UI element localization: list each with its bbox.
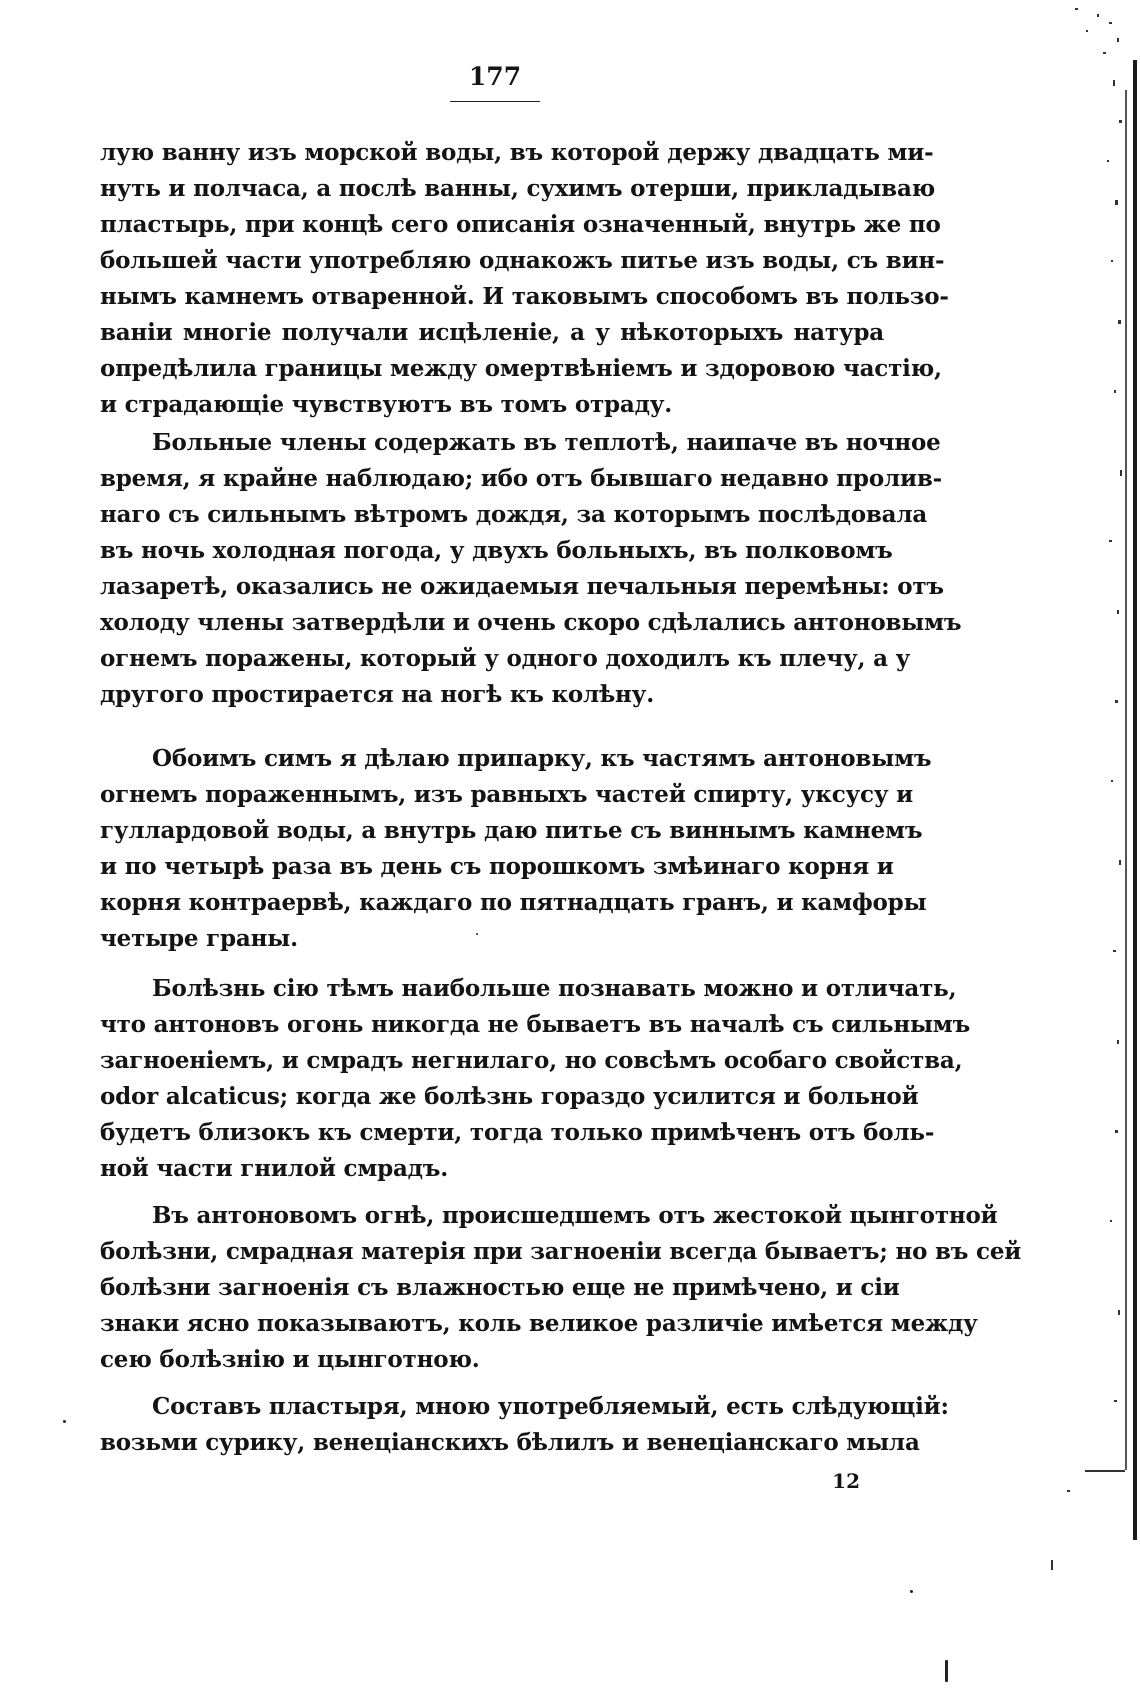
text-line-4: большей части употребляю однакожъ питье изъ воды, съ вин- [100,247,945,274]
text-line-32: знаки ясно показываютъ, коль великое различіе имѣется между [100,1310,978,1337]
text-line-3: пластырь, при концѣ сего описанія означенный, внутрь же по [100,211,941,238]
text-line-24: что антоновъ огонь никогда не бываетъ въ началѣ съ сильнымъ [100,1011,971,1038]
text-line-22: четыре граны. [100,925,298,952]
text-line-12: въ ночь холодная погода, у двухъ больныхъ, въ полковомъ [100,537,893,564]
text-line-8: и страдающіе чувствуютъ въ томъ отраду. [100,391,673,418]
text-line-10: время, я крайне наблюдаю; ибо отъ бывшаго недавно пролив- [100,465,942,492]
text-line-31: болѣзни загноенія съ влажностью еще не примѣчено, и сіи [100,1274,900,1301]
text-line-25: загноеніемъ, и смрадъ негнилаго, но совсѣмъ особаго свойства, [100,1047,963,1074]
margin-speck-2 [63,1420,66,1423]
text-line-6: ваніи многіе получали исцѣленіе, а у нѣкоторыхъ натура [100,319,884,346]
text-line-21: корня контраервѣ, каждаго по пятнадцать гранъ, и камфоры [100,889,927,916]
margin-speck-3 [945,1660,948,1682]
text-line-20: и по четырѣ раза въ день съ порошкомъ змѣинаго корня и [100,853,894,880]
text-line-15: огнемъ поражены, который у одного доходилъ къ плечу, а у [100,645,911,672]
text-line-13: лазаретѣ, оказались не ожидаемыя печальныя перемѣны: отъ [100,573,944,600]
text-line-2: нуть и полчаса, а послѣ ванны, сухимъ отерши, прикладываю [100,175,936,202]
text-line-33: сею болѣзнію и цынготною. [100,1346,480,1373]
text-line-19: гуллардовой воды, а внутрь даю питье съ виннымъ камнемъ [100,817,923,844]
text-line-29: Въ антоновомъ огнѣ, происшедшемъ отъ жестокой цынготной [152,1202,998,1229]
text-line-1: лую ванну изъ морской воды, въ которой держу двадцать ми- [100,139,934,166]
text-line-9: Больные члены содержать въ теплотѣ, наипаче въ ночное [152,429,941,456]
signature-mark: 12 [832,1469,860,1493]
margin-speck-1 [910,1590,913,1593]
page-number: 177 [468,62,522,91]
page-edge-noise [1045,0,1140,1708]
text-line-14: холоду члены затвердѣли и очень скоро сдѣлались антоновымъ [100,609,962,636]
text-line-17: Обоимъ симъ я дѣлаю припарку, къ частямъ антоновымъ [152,745,932,772]
text-line-35: возьми сурику, венеціанскихъ бѣлилъ и венеціанскаго мыла [100,1429,920,1456]
page-number-rule [450,101,540,102]
text-line-28: ной части гнилой смрадъ. [100,1155,449,1182]
text-line-5: нымъ камнемъ отваренной. И таковымъ способомъ въ пользо- [100,283,949,310]
text-line-23: Болѣзнь сію тѣмъ наибольше познавать можно и отличать, [152,975,957,1002]
text-line-11: наго съ сильнымъ вѣтромъ дождя, за которымъ послѣдовала [100,501,928,528]
text-line-27: будетъ близокъ къ смерти, тогда только примѣченъ отъ боль- [100,1119,935,1146]
text-line-26: odor alcaticus; когда же болѣзнь гораздо усилится и больной [100,1083,919,1110]
text-line-7: опредѣлила границы между омертвѣніемъ и здоровою частію, [100,355,942,382]
margin-speck-4 [476,933,478,935]
text-line-18: огнемъ пораженнымъ, изъ равныхъ частей спирту, уксусу и [100,781,914,808]
text-line-16: другого простирается на ногѣ къ колѣну. [100,681,655,708]
text-line-34: Составъ пластыря, мною употребляемый, есть слѣдующій: [152,1393,949,1420]
text-line-30: болѣзни, смрадная матерія при загноеніи всегда бываетъ; но въ сей [100,1238,1022,1265]
